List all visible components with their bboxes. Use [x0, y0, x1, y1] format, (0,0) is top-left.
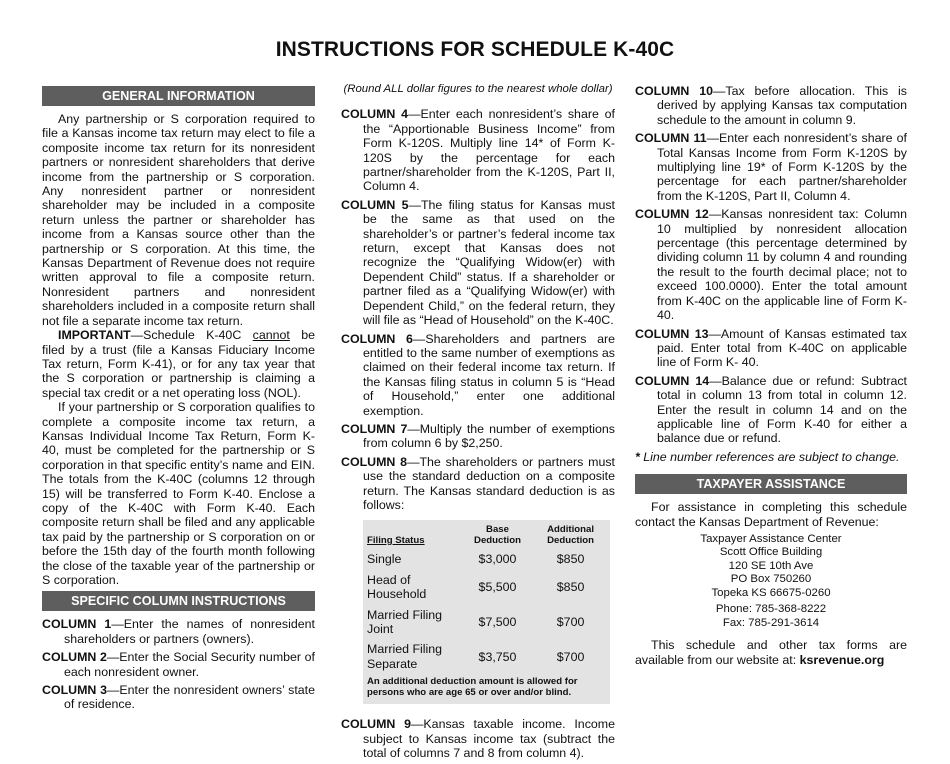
table-row — [363, 605, 610, 640]
filing-status-cell: Married Filing Joint — [367, 607, 443, 636]
column-6-label: COLUMN 6 — [341, 331, 413, 346]
column-9-label: COLUMN 9 — [341, 717, 412, 732]
important-paragraph — [42, 328, 315, 400]
table-row — [363, 549, 610, 569]
additional-deduction-cell: $850 — [556, 552, 585, 567]
filing-status-cell: Married Filing Separate — [367, 642, 443, 671]
assistance-intro: For assistance in completing this schedule contact the Kansas Department of Revenue: — [635, 500, 907, 529]
column-5-text: —The filing status for Kansas must be the same as that used on the shareholder’s or partner’s federal income tax return, except that Kansas does not recognize the “Qualifying Widow(er) with Dependent Child” status. If a shareholder or partner filed as a “Qualifying Widow(er) with Dependent Child,” on the federal return, they will file as “Head of Household” on the K-40C. — [363, 197, 615, 328]
column-6-instruction — [341, 332, 615, 418]
fax-number: Fax: 785-291-3614 — [722, 616, 820, 629]
column-12-text: —Kansas nonresident tax: Column 10 multiplied by nonresident allocation percentage (this percentage determined by dividing column 11 by column 4 and rounding the result to the fourth decimal place; not to exceed 100.0000). Enter the total amount from K-40C on the applicable line of Form K-40. — [657, 207, 907, 323]
column-4-text: —Enter each nonresident’s share of the “Apportionable Business Income” from Form K-120S. Multiply line 14* of Form K-120S by the percentage for each partner/shareholder from the K-120S, Part II, Column 4. — [363, 107, 615, 194]
taxpayer-assistance-heading: TAXPAYER ASSISTANCE — [635, 474, 907, 494]
additional-deduction-cell: $850 — [556, 579, 585, 594]
column-11-label: COLUMN 11 — [635, 131, 707, 146]
additional-deduction-cell: $700 — [556, 649, 585, 664]
base-deduction-cell: $3,750 — [478, 649, 517, 664]
column-8-text: —The shareholders or partners must use the standard deduction on a composite return. The Kansas standard deduction is as follows: — [363, 454, 615, 512]
base-deduction-header: Base Deduction — [474, 524, 521, 546]
additional-deduction-header: Additional Deduction — [547, 524, 595, 546]
column-10-instruction — [635, 84, 907, 127]
column-2-text: —Enter the Social Security number of each nonresident owner. — [64, 650, 315, 679]
address-line: Taxpayer Assistance Center — [700, 532, 842, 545]
address-line: Scott Office Building — [719, 546, 823, 559]
rounding-note: (Round ALL dollar figures to the nearest whole dollar) — [343, 83, 613, 95]
address-line: 120 SE 10th Ave — [728, 559, 814, 572]
assistance-address — [635, 533, 907, 631]
column-1-label: COLUMN 1 — [42, 617, 112, 632]
filing-status-header: Filing Status — [367, 534, 425, 546]
base-deduction-cell: $7,500 — [478, 614, 517, 629]
footnote-text: Line number references are subject to change. — [639, 449, 900, 464]
column-5-label: COLUMN 5 — [341, 197, 409, 212]
column-14-text: —Balance due or refund: Subtract total in column 13 from total in column 12. Enter the result in column 14 and on the applicable line of Form K-40 for either a balance due or refund. — [657, 373, 907, 446]
address-line: Topeka KS 66675-0260 — [711, 586, 831, 599]
column-1-text: —Enter the names of nonresident shareholders or partners (owners). — [64, 617, 315, 646]
column-12-label: COLUMN 12 — [635, 207, 709, 222]
column-1-instruction — [42, 617, 315, 646]
important-text-b: be filed by a trust (file a Kansas Fiduciary Income Tax return, Form K-41), or for any tax year that the S corporation or partnership is claiming a special tax credit or a net operating loss (NOL). — [42, 328, 315, 400]
page-title: INSTRUCTIONS FOR SCHEDULE K-40C — [275, 38, 675, 61]
footnote-star: * — [635, 449, 640, 464]
column-7-text: —Multiply the number of exemptions from column 6 by $2,250. — [363, 421, 615, 451]
column-13-instruction — [635, 327, 907, 370]
column-8-label: COLUMN 8 — [341, 454, 408, 469]
cannot-text: cannot — [252, 328, 290, 343]
additional-deduction-cell: $700 — [556, 614, 585, 629]
column-3-instruction — [42, 683, 315, 712]
column-2-instruction — [42, 650, 315, 679]
column-9-text: —Kansas taxable income. Income subject to Kansas income tax (subtract the total of columns 7 and 8 from column 4). — [363, 717, 615, 761]
column-9-instruction — [341, 717, 615, 760]
column-6-text: —Shareholders and partners are entitled to the same number of exemptions as claimed on their federal income tax return. If the Kansas filing status in column 5 is “Head of Household,” enter one additional exemption. — [363, 331, 615, 418]
column-3-label: COLUMN 3 — [42, 683, 107, 698]
column-4-label: COLUMN 4 — [341, 107, 409, 122]
column-2-label: COLUMN 2 — [42, 650, 107, 665]
column-8-instruction — [341, 455, 615, 513]
column-14-instruction — [635, 374, 907, 446]
column-13-text: —Amount of Kansas estimated tax paid. Enter total from K-40C on applicable line of Form K- 40. — [657, 326, 907, 370]
specific-column-heading: SPECIFIC COLUMN INSTRUCTIONS — [42, 591, 315, 611]
column-11-text: —Enter each nonresident’s share of Total Kansas Income from Form K-120S by multiplying line 19* of Form K-120S by the percentage for each partner/shareholder from the K-120S, Part II, Column 4. — [657, 131, 907, 203]
column-5-instruction — [341, 198, 615, 328]
website-text: This schedule and other tax forms are available from our website at: — [635, 638, 907, 667]
line-number-footnote — [635, 450, 907, 464]
filing-status-cell: Head of Household — [367, 572, 427, 602]
column-4-instruction — [341, 107, 615, 193]
column-12-instruction — [635, 207, 907, 322]
filing-status-cell: Single — [367, 552, 402, 567]
column-7-instruction — [341, 422, 615, 451]
general-info-paragraph: Any partnership or S corporation required to file a Kansas income tax return may elect to file a composite income tax return for its nonresident partners or nonresident shareholders that derive income from the partnership or S corporation. Any nonresident partner or nonresident shareholder may be included in a composite return unless the partner or shareholder has income from a Kansas source other than the partnership or S corporation. At this time, the Kansas Department of Revenue does not require written approval to file a composite return. Nonresident partners and nonresident shareholders included in a composite return shall not file a separate income tax return. — [42, 112, 315, 328]
left-column — [42, 82, 315, 716]
base-deduction-cell: $5,500 — [478, 579, 517, 594]
column-3-text: —Enter the nonresident owners’ state of residence. — [64, 683, 315, 712]
column-10-text: —Tax before allocation. This is derived by applying Kansas tax computation schedule to the amount in column 9. — [657, 84, 907, 127]
column-14-label: COLUMN 14 — [635, 373, 710, 388]
table-row — [363, 570, 610, 605]
standard-deduction-table — [363, 520, 610, 674]
deduction-table-note: An additional deduction amount is allowed for persons who are age 65 or over and/or blind. — [363, 674, 610, 704]
base-deduction-cell: $3,000 — [478, 552, 517, 567]
column-13-label: COLUMN 13 — [635, 326, 709, 341]
website-paragraph — [635, 638, 907, 667]
column-11-instruction — [635, 131, 907, 203]
middle-column — [341, 82, 615, 764]
table-row — [363, 639, 610, 674]
right-column — [635, 84, 907, 667]
deduction-table-header — [363, 520, 610, 549]
important-text-a: —Schedule K-40C — [130, 328, 253, 343]
column-10-label: COLUMN 10 — [635, 84, 713, 98]
column-7-label: COLUMN 7 — [341, 421, 408, 436]
general-information-heading: GENERAL INFORMATION — [42, 86, 315, 106]
address-line: PO Box 750260 — [730, 573, 812, 586]
composite-paragraph: If your partnership or S corporation qualifies to complete a composite income tax return, a Kansas Individual Income Tax Return, Form K-40, must be completed for the partnership or S corporation in that specific entity’s name and EIN. The totals from the K-40C (columns 12 through 15) will be transferred to Form K-40. Enclose a copy of the K-40C with Form K-40. Each composite return shall be filed and any applicable tax paid by the partnership or S corporation on or before the 15th day of the fourth month following the close of the taxable year of the partnership or S corporation. — [42, 400, 315, 587]
website-link[interactable]: ksrevenue.org — [799, 652, 885, 667]
important-label: IMPORTANT — [58, 328, 131, 343]
phone-number: Phone: 785-368-8222 — [715, 603, 827, 616]
